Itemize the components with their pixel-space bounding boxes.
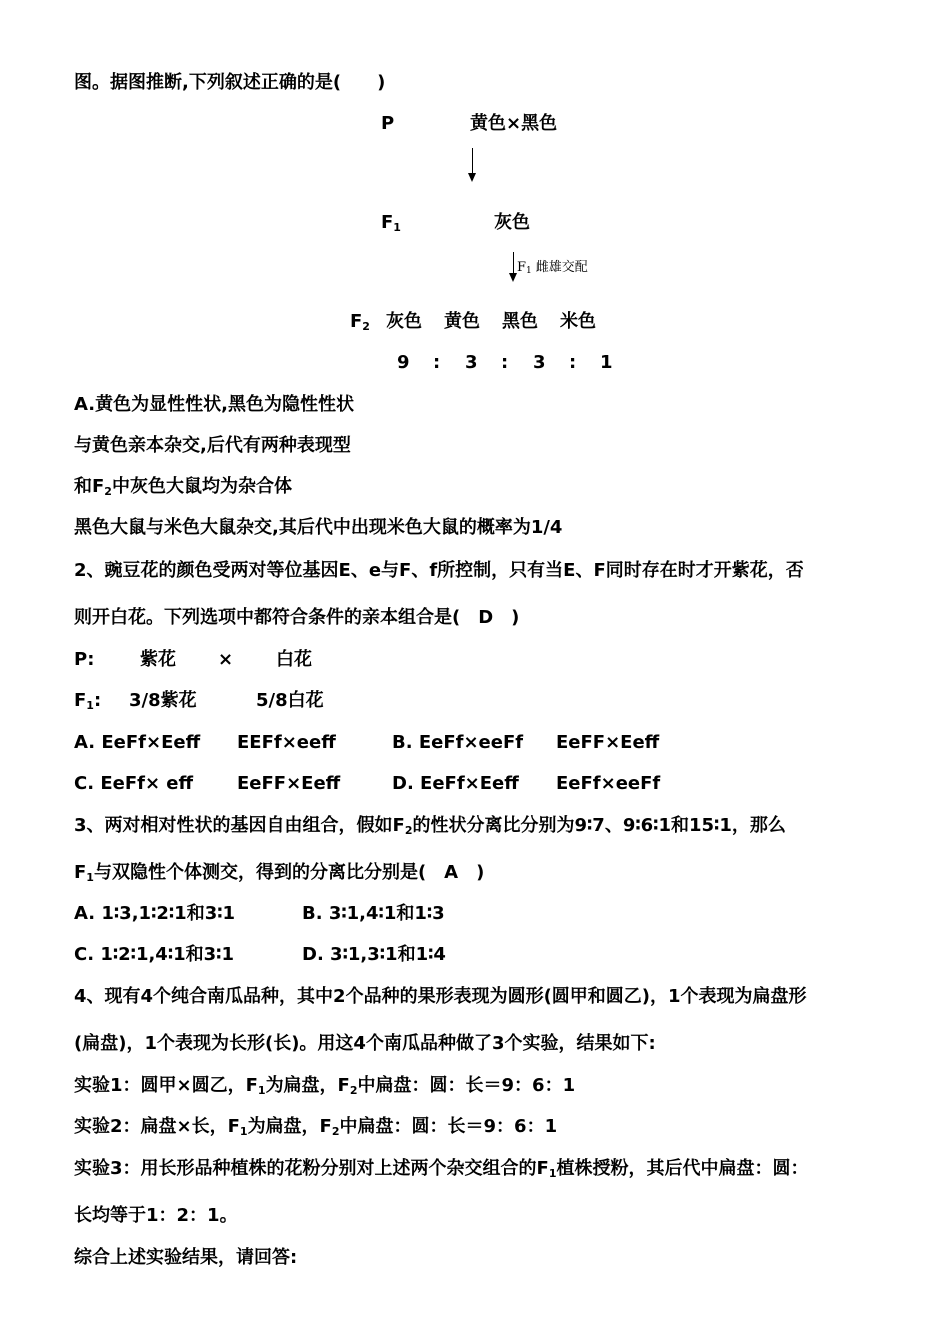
q2-f1-white: 5/8白花: [256, 690, 324, 711]
q4-exp3-sub1: 1: [548, 1167, 557, 1180]
q2-option-b2: EeFF×Eeff: [556, 732, 660, 753]
f1-note-text: 雌雄交配: [535, 260, 588, 275]
q4-exp1-a: 实验1：圆甲×圆乙，F: [74, 1075, 258, 1096]
f1-mating-note: [517, 256, 588, 276]
q3-line1-pre: 3、两对相对性状的基因自由组合，假如F: [74, 815, 405, 836]
down-arrow-icon: [513, 252, 514, 280]
f2-ratio-value: 3: [533, 352, 546, 373]
q3-option-d: D. 3∶1,3∶1和1∶4: [302, 944, 446, 965]
q2-p-label: P:: [74, 649, 95, 670]
q3-option-c: C. 1∶2∶1,4∶1和3∶1: [74, 944, 234, 965]
q2-option-c2: EeFF×Eeff: [237, 773, 341, 794]
q3-stem-line2: [74, 862, 484, 889]
f1-generation-label: [381, 212, 401, 239]
f2-phenotype: 灰色: [386, 311, 422, 332]
q2-p-cross: ×: [218, 649, 234, 670]
f2-ratio-sep: :: [569, 352, 577, 373]
q4-experiment-3-cont: 长均等于1：2：1。: [74, 1205, 238, 1226]
f2-ratio-sep: :: [433, 352, 441, 373]
q4-exp2-b: 为扁盘，F: [247, 1116, 332, 1137]
f1-note-subscript: 1: [526, 266, 532, 276]
f2-ratio-value: 9: [397, 352, 410, 373]
q3-line1-subscript: 2: [404, 824, 413, 837]
f2-ratio-sep: :: [501, 352, 509, 373]
q1-c-pre: 和F: [74, 476, 105, 497]
f2-generation-label: [350, 311, 370, 338]
q3-line2-post: 与双隐性个体测交，得到的分离比分别是( A ): [93, 862, 485, 883]
q4-stem-line2: (扁盘)，1个表现为长形(长)。用这4个南瓜品种做了3个实验，结果如下:: [74, 1033, 656, 1054]
q3-line2-subscript: 1: [86, 871, 94, 884]
q4-exp2-sub1: 1: [239, 1125, 248, 1138]
q4-exp3-a: 实验3：用长形品种植株的花粉分别对上述两个杂交组合的F: [74, 1158, 549, 1179]
down-arrow-icon: [472, 148, 473, 180]
q3-stem-line1: [74, 815, 786, 842]
q4-stem-line1: 4、现有4个纯合南瓜品种，其中2个品种的果形表现为圆形(圆甲和圆乙)，1个表现为扁盘形: [74, 986, 807, 1007]
q2-f1-subscript: 1: [86, 699, 94, 712]
f2-phenotype: 米色: [560, 311, 596, 332]
q2-p-purple: 紫花: [140, 649, 176, 670]
q3-option-b: B. 3∶1,4∶1和1∶3: [302, 903, 445, 924]
q1-option-b: 与黄色亲本杂交,后代有两种表现型: [74, 435, 351, 456]
q2-option-d2: EeFf×eeFf: [556, 773, 661, 794]
f2-phenotype: 黄色: [444, 311, 480, 332]
f1-note-letter: F: [517, 260, 527, 275]
q3-line1-post: 的性状分离比分别为9∶7、9∶6∶1和15∶1，那么: [412, 815, 786, 836]
q2-f1-letter: F: [74, 690, 87, 711]
f2-subscript: 2: [362, 320, 370, 333]
f2-letter: F: [350, 311, 363, 332]
q4-experiment-3: [74, 1158, 808, 1185]
q1-c-post: 中灰色大鼠均为杂合体: [111, 476, 292, 497]
q4-exp2-sub2: 2: [331, 1125, 340, 1138]
q2-option-d1: D. EeFf×Eeff: [392, 773, 519, 794]
q2-f1-colon: :: [93, 690, 102, 711]
q4-exp1-sub1: 1: [257, 1084, 266, 1097]
q3-option-a: A. 1∶3,1∶2∶1和3∶1: [74, 903, 236, 924]
question-intro: 图。据图推断,下列叙述正确的是( ): [74, 72, 386, 93]
p-cross: 黄色×黑色: [470, 113, 558, 134]
q4-exp1-sub2: 2: [349, 1084, 358, 1097]
q2-p-white: 白花: [276, 649, 312, 670]
q1-option-a: A.黄色为显性性状,黑色为隐性性状: [74, 394, 354, 415]
q2-option-a2: EEFf×eeff: [237, 732, 336, 753]
q1-c-subscript: 2: [104, 485, 112, 498]
f2-phenotype: 黑色: [502, 311, 538, 332]
f1-letter: F: [381, 212, 394, 233]
q4-experiment-1: [74, 1075, 575, 1102]
f2-ratio-value: 3: [465, 352, 478, 373]
q4-exp2-a: 实验2：扁盘×长，F: [74, 1116, 240, 1137]
f1-phenotype: 灰色: [494, 212, 530, 233]
q1-option-c: [74, 476, 292, 503]
q2-f1-purple: 3/8紫花: [129, 690, 197, 711]
q4-exp1-b: 为扁盘，F: [265, 1075, 350, 1096]
f2-ratio-value: 1: [600, 352, 613, 373]
p-generation-label: P: [381, 113, 395, 134]
q4-exp3-b: 植株授粉，其后代中扁盘：圆：: [556, 1158, 809, 1179]
q2-option-b1: B. EeFf×eeFf: [392, 732, 524, 753]
q2-f1-label: [74, 690, 101, 717]
f1-subscript: 1: [393, 221, 401, 234]
q4-summary: 综合上述实验结果，请回答:: [74, 1247, 298, 1268]
q2-option-c1: C. EeFf× eff: [74, 773, 194, 794]
q2-stem-line2: 则开白花。下列选项中都符合条件的亲本组合是( D ): [74, 607, 520, 628]
q2-stem-line1: 2、豌豆花的颜色受两对等位基因E、e与F、f所控制，只有当E、F同时存在时才开紫花，否: [74, 560, 804, 581]
q2-option-a1: A. EeFf×Eeff: [74, 732, 201, 753]
q4-experiment-2: [74, 1116, 557, 1143]
q4-exp2-c: 中扁盘：圆：长＝9：6：1: [339, 1116, 558, 1137]
q4-exp1-c: 中扁盘：圆：长＝9：6：1: [357, 1075, 576, 1096]
q3-line2-pre: F: [74, 862, 87, 883]
q1-option-d: 黑色大鼠与米色大鼠杂交,其后代中出现米色大鼠的概率为1/4: [74, 517, 563, 538]
